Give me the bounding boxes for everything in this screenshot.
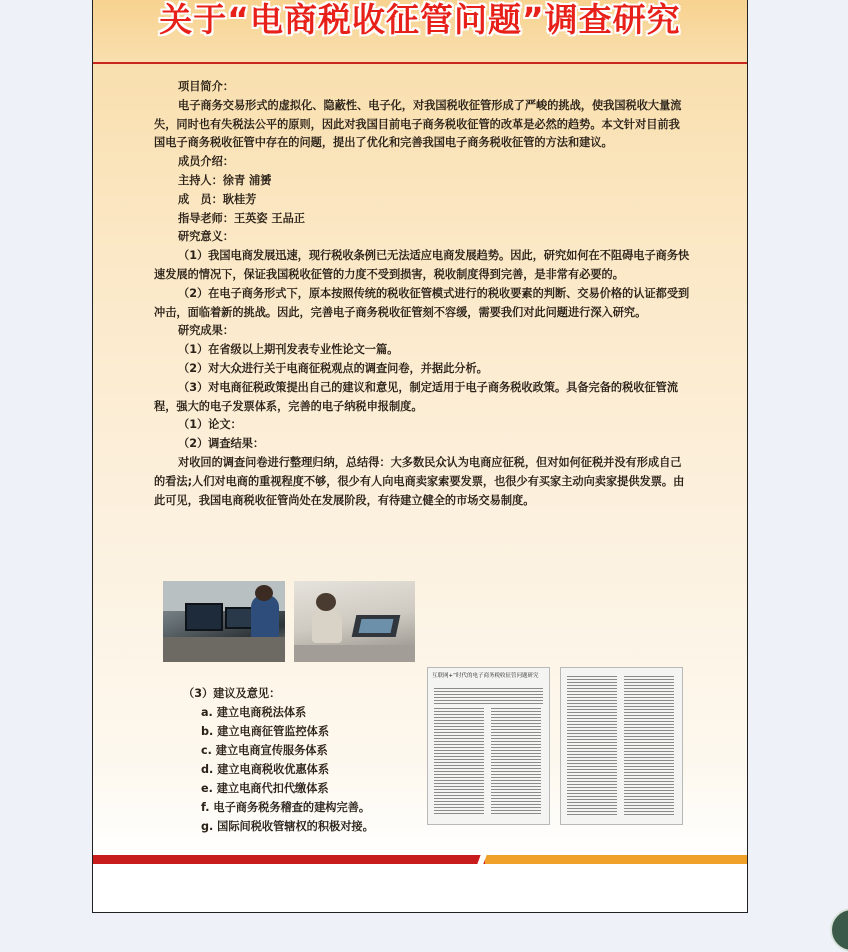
title-divider: [93, 62, 747, 64]
research-photo-computers: [163, 581, 285, 662]
poster: [92, 0, 748, 913]
footer-band-red: [93, 855, 485, 864]
suggestion-item: b. 建立电商征管监控体系: [201, 725, 330, 738]
suggestion-item: e. 建立电商代扣代缴体系: [201, 782, 329, 795]
significance-item-2: （2）在电子商务形式下，原本按照传统的税收征管模式进行的税收要素的判断、交易价格的认证都受到冲击，面临着新的挑战。因此，完善电子商务税收征管刻不容缓，需要我们对此问题进行深入研究。: [154, 286, 690, 319]
suggestion-item: d. 建立电商税收优惠体系: [201, 763, 330, 776]
article-text-block: [434, 688, 543, 704]
member-line: 成 员：耿桂芳: [178, 192, 257, 206]
survey-label: （2）调查结果：: [178, 437, 265, 451]
suggestion-item: a. 建立电商税法体系: [201, 706, 307, 719]
result-item-3: （3）对电商征税政策提出自己的建议和意见，制定适用于电子商务税收政策。具备完备的税收征管流程，强大的电子发票体系，完善的电子纳税申报制度。: [154, 380, 679, 413]
poster-title: 关于“电商税收征管问题”调查研究: [159, 0, 681, 39]
members-heading: 成员介绍：: [178, 155, 234, 169]
survey-text: 对收回的调查问卷进行整理归纳，总结得：大多数民众认为电商应征税，但对如何征税并没有形成自己的看法;人们对电商的重视程度不够，很少有人向电商卖家索要发票，也很少有买家主动向卖家提供发票。由此可见，我国电商税收征管尚处在发展阶段，有待建立健全的市场交易制度。: [154, 455, 685, 507]
footer-band-orange: [485, 855, 748, 864]
suggestion-item: f. 电子商务税务稽查的建构完善。: [201, 801, 371, 814]
intro-heading: 项目简介：: [178, 80, 234, 93]
article-title: 互联网+“时代的电子商务税收征管问题研究: [432, 673, 539, 679]
suggestions-block: [183, 684, 423, 836]
result-item-1: （1）在省级以上期刊发表专业性论文一篇。: [178, 343, 399, 357]
article-page-2: [560, 667, 683, 825]
poster-body: [154, 78, 690, 510]
results-heading: 研究成果：: [178, 324, 234, 338]
article-page-1: [427, 667, 550, 825]
significance-item-1: （1）我国电商发展迅速，现行税收条例已无法适应电商发展趋势。因此，研究如何在不阻碍电子商务快速发展的情况下，保证我国税收征管的力度不受到损害，税收制度得到完善，是非常有必要的。: [154, 249, 690, 281]
research-photo-laptop: [294, 581, 415, 662]
article-text-block: [567, 676, 617, 816]
article-text-block: [624, 676, 674, 816]
suggestion-item: g. 国际间税收管辖权的积极对接。: [201, 820, 374, 833]
corner-badge-icon: [830, 908, 848, 952]
suggestions-heading: （3）建议及意见：: [183, 687, 281, 700]
advisor-line: 指导老师：王英姿 王品正: [178, 211, 305, 225]
host-line: 主持人：徐青 浦赟: [178, 173, 272, 187]
article-text-block: [491, 708, 541, 816]
significance-heading: 研究意义：: [178, 230, 234, 244]
result-item-2: （2）对大众进行关于电商征税观点的调查问卷，并据此分析。: [178, 361, 488, 375]
intro-text: 电子商务交易形式的虚拟化、隐蔽性、电子化，对我国税收征管形成了严峻的挑战，使我国税收大量流失，同时也有失税法公平的原则，因此对我国目前电子商务税收征管的改革是必然的趋势。本文针对目前我国电子商务税收征管中存在的问题，提出了优化和完善我国电子商务税收征管的方法和建议。: [154, 98, 682, 150]
article-text-block: [434, 708, 484, 816]
paper-label: （1）论文：: [178, 418, 242, 432]
suggestion-item: c. 建立电商宣传服务体系: [201, 744, 328, 757]
